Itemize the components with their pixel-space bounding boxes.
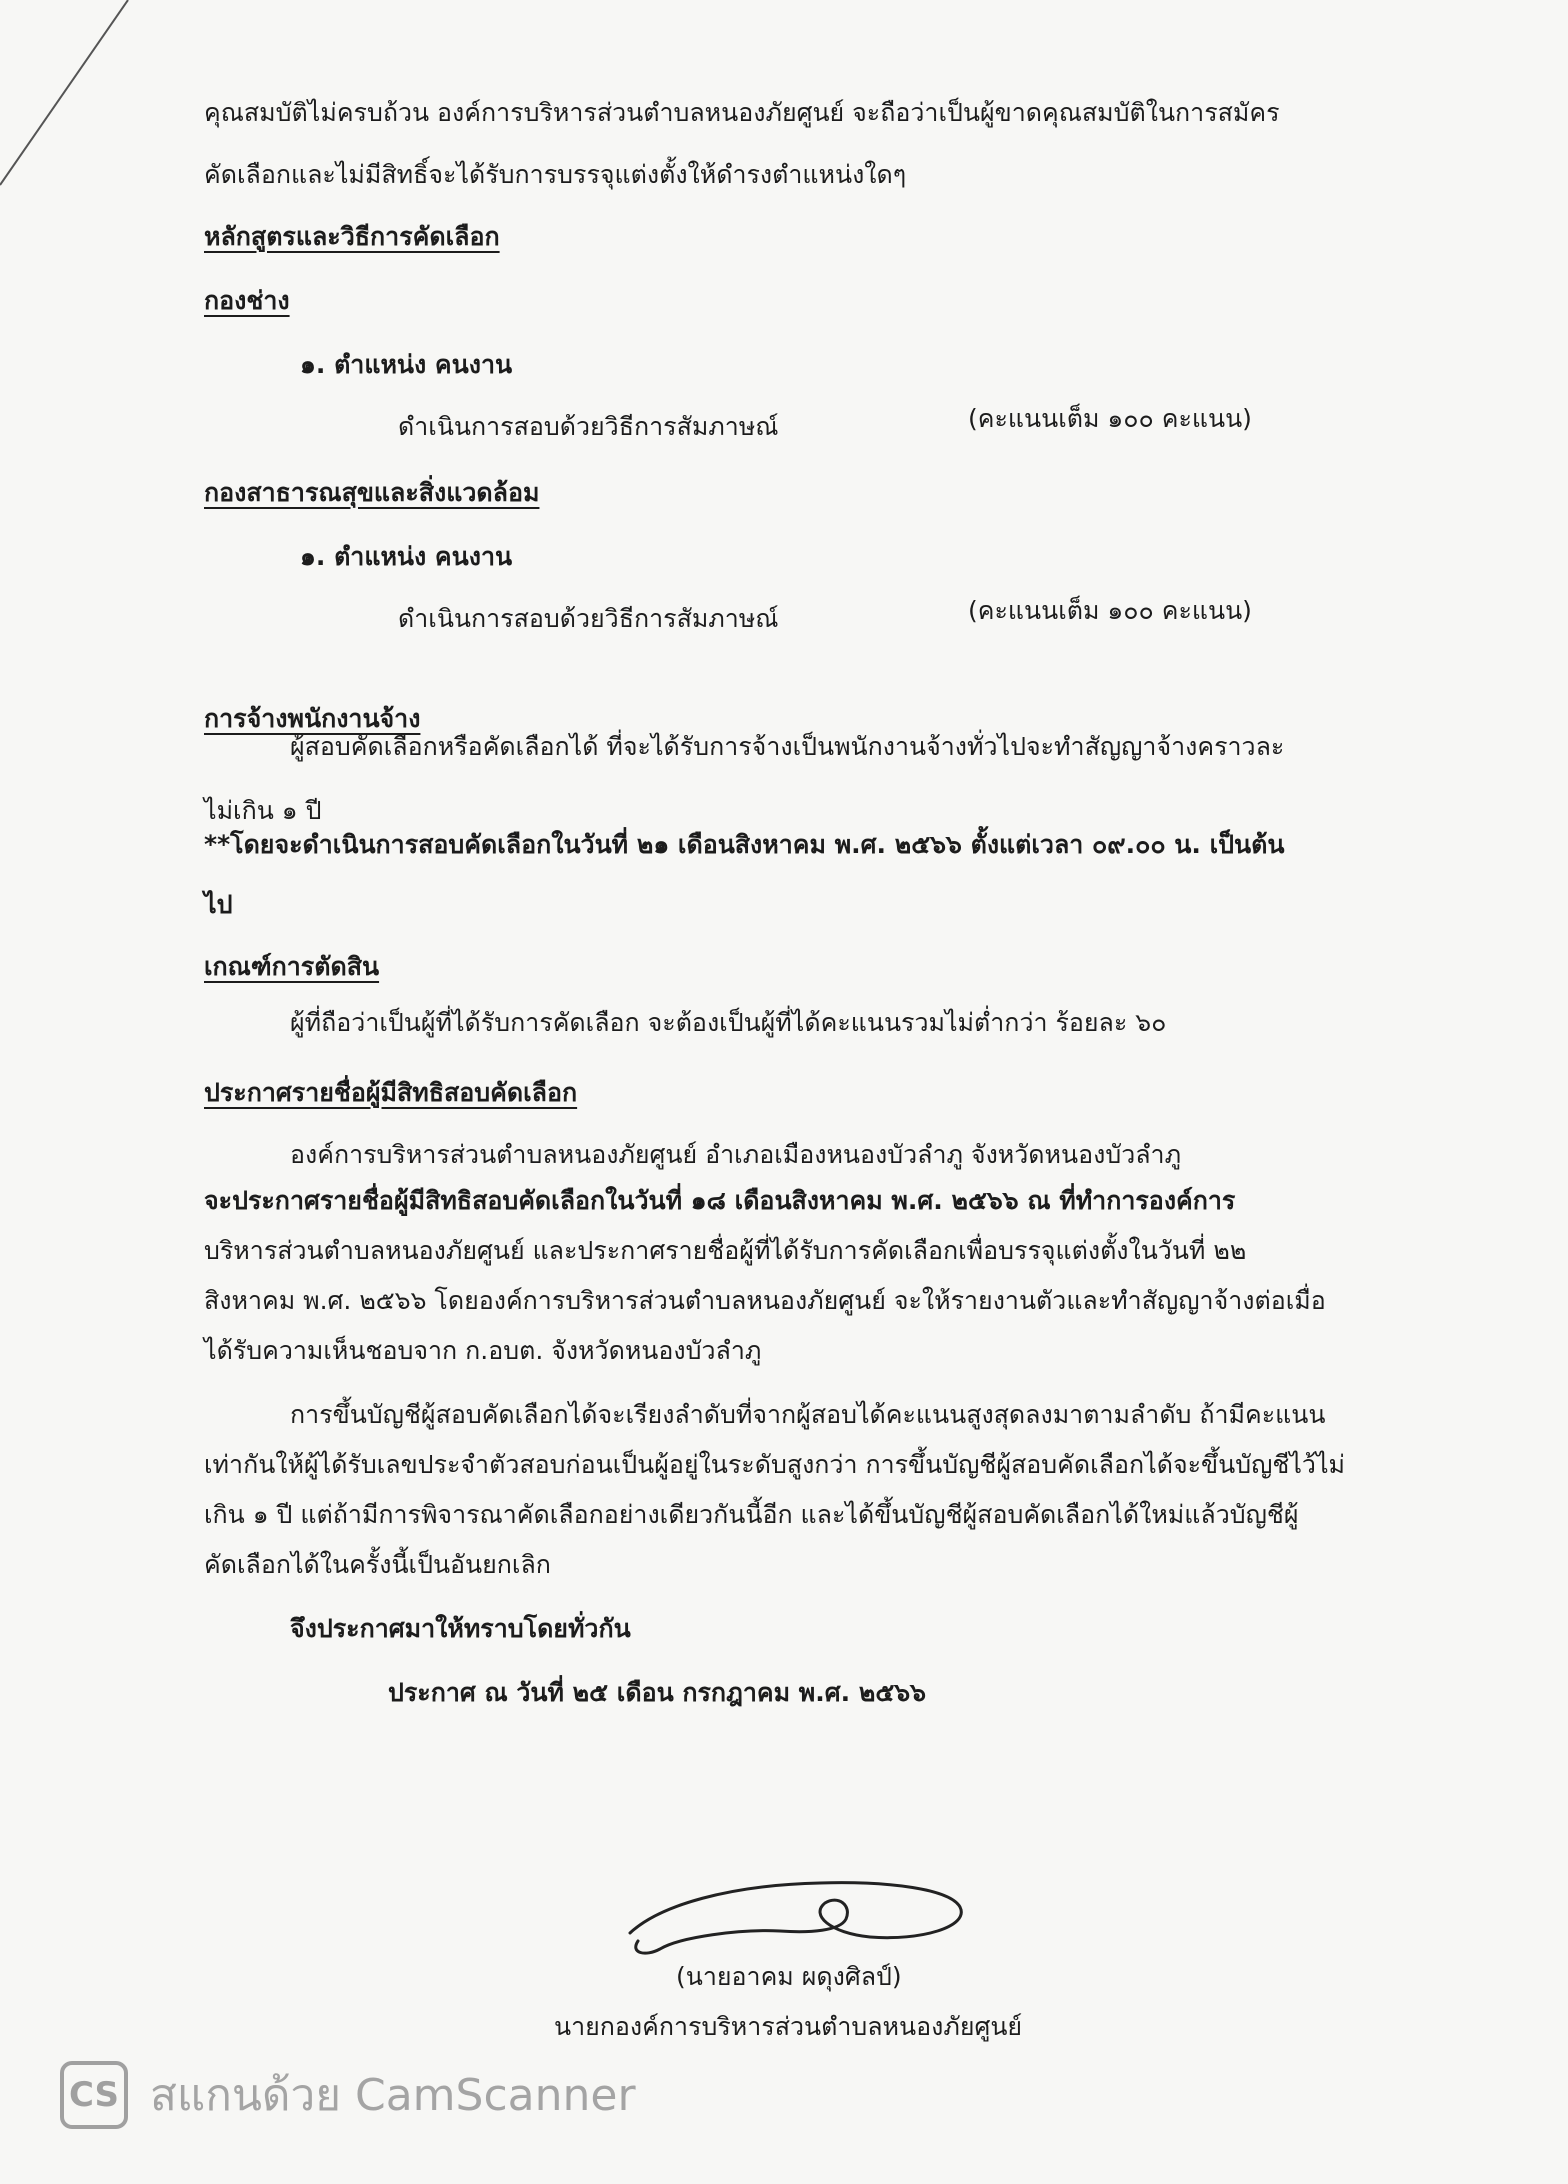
position-1: ๑. ตำแหน่ง คนงาน	[300, 350, 513, 379]
employment-line-1: ผู้สอบคัดเลือกหรือคัดเลือกได้ ที่จะได้รับการจ้างเป็นพนักงานจ้างทั่วไปจะทำสัญญาจ้างคราวละ	[290, 732, 1285, 761]
intro-line-2: คัดเลือกและไม่มีสิทธิ์จะได้รับการบรรจุแต่งตั้งให้ดำรงตำแหน่งใดๆ	[204, 160, 907, 189]
division-heading-2: กองสาธารณสุขและสิ่งแวดล้อม	[204, 478, 540, 507]
list-line-2: เท่ากันให้ผู้ได้รับเลขประจำตัวสอบก่อนเป็นผู้อยู่ในระดับสูงกว่า การขึ้นบัญชีผู้สอบคัดเลือกได้จะขึ้นบัญชีไว้ไม่	[204, 1450, 1346, 1479]
closing-line: จึงประกาศมาให้ทราบโดยทั่วกัน	[290, 1614, 631, 1643]
announce-line-1: องค์การบริหารส่วนตำบลหนองภัยศูนย์ อำเภอเมืองหนองบัวลำภู จังหวัดหนองบัวลำภู	[290, 1140, 1182, 1169]
score-2: (คะแนนเต็ม ๑๐๐ คะแนน)	[968, 596, 1252, 625]
position-2: ๑. ตำแหน่ง คนงาน	[300, 542, 513, 571]
signer-name: (นายอาคม ผดุงศิลป์)	[676, 1962, 902, 1991]
division-heading-1: กองช่าง	[204, 286, 290, 315]
heading-employment: การจ้างพนักงานจ้าง	[204, 704, 421, 733]
list-line-1: การขึ้นบัญชีผู้สอบคัดเลือกได้จะเรียงลำดับที่จากผู้สอบได้คะแนนสูงสุดลงมาตามลำดับ ถ้ามีคะแนน	[290, 1400, 1326, 1429]
camscanner-watermark	[60, 2060, 636, 2130]
watermark-text: สแกนด้วย CamScanner	[150, 2070, 636, 2121]
score-1: (คะแนนเต็ม ๑๐๐ คะแนน)	[968, 404, 1252, 433]
criteria-line: ผู้ที่ถือว่าเป็นผู้ที่ได้รับการคัดเลือก จะต้องเป็นผู้ที่ได้คะแนนรวมไม่ต่ำกว่า ร้อยละ ๖๐	[290, 1008, 1167, 1037]
heading-curriculum: หลักสูตรและวิธีการคัดเลือก	[204, 222, 500, 251]
list-line-3: เกิน ๑ ปี แต่ถ้ามีการพิจารณาคัดเลือกอย่างเดียวกันนี้อีก และได้ขึ้นบัญชีผู้สอบคัดเลือกได้ใหม่แล้วบัญชีผู้	[204, 1500, 1299, 1529]
exam-date-line-1: **โดยจะดำเนินการสอบคัดเลือกในวันที่ ๒๑ เดือนสิงหาคม พ.ศ. ๒๕๖๖ ตั้งแต่เวลา ๐๙.๐๐ น. เป็นต้น	[204, 830, 1285, 859]
intro-line-1: คุณสมบัติไม่ครบถ้วน องค์การบริหารส่วนตำบลหนองภัยศูนย์ จะถือว่าเป็นผู้ขาดคุณสมบัติในการสมัคร	[204, 98, 1280, 127]
announce-line-2: จะประกาศรายชื่อผู้มีสิทธิสอบคัดเลือกในวันที่ ๑๘ เดือนสิงหาคม พ.ศ. ๒๕๖๖ ณ ที่ทำการองค์การ	[204, 1186, 1236, 1215]
announce-date: ประกาศ ณ วันที่ ๒๕ เดือน กรกฎาคม พ.ศ. ๒๕๖๖	[388, 1678, 926, 1707]
list-line-4: คัดเลือกได้ในครั้งนี้เป็นอันยกเลิก	[204, 1550, 551, 1579]
signer-title: นายกองค์การบริหารส่วนตำบลหนองภัยศูนย์	[554, 2012, 1023, 2041]
method-1: ดำเนินการสอบด้วยวิธีการสัมภาษณ์	[398, 412, 779, 441]
announce-line-5: ได้รับความเห็นชอบจาก ก.อบต. จังหวัดหนองบัวลำภู	[204, 1336, 762, 1365]
signature	[620, 1845, 980, 1975]
announce-line-4: สิงหาคม พ.ศ. ๒๕๖๖ โดยองค์การบริหารส่วนตำบลหนองภัยศูนย์ จะให้รายงานตัวและทำสัญญาจ้างต่อเมื่อ	[204, 1286, 1326, 1315]
announce-line-3: บริหารส่วนตำบลหนองภัยศูนย์ และประกาศรายชื่อผู้ที่ได้รับการคัดเลือกเพื่อบรรจุแต่งตั้งในวันที่ ๒๒	[204, 1236, 1247, 1265]
employment-line-2: ไม่เกิน ๑ ปี	[204, 796, 322, 825]
page-fold-line	[0, 0, 140, 200]
camscanner-logo-icon: CS	[60, 2061, 128, 2129]
heading-announce: ประกาศรายชื่อผู้มีสิทธิสอบคัดเลือก	[204, 1078, 578, 1107]
exam-date-line-2: ไป	[204, 890, 233, 919]
method-2: ดำเนินการสอบด้วยวิธีการสัมภาษณ์	[398, 604, 779, 633]
heading-criteria: เกณฑ์การตัดสิน	[204, 952, 380, 981]
